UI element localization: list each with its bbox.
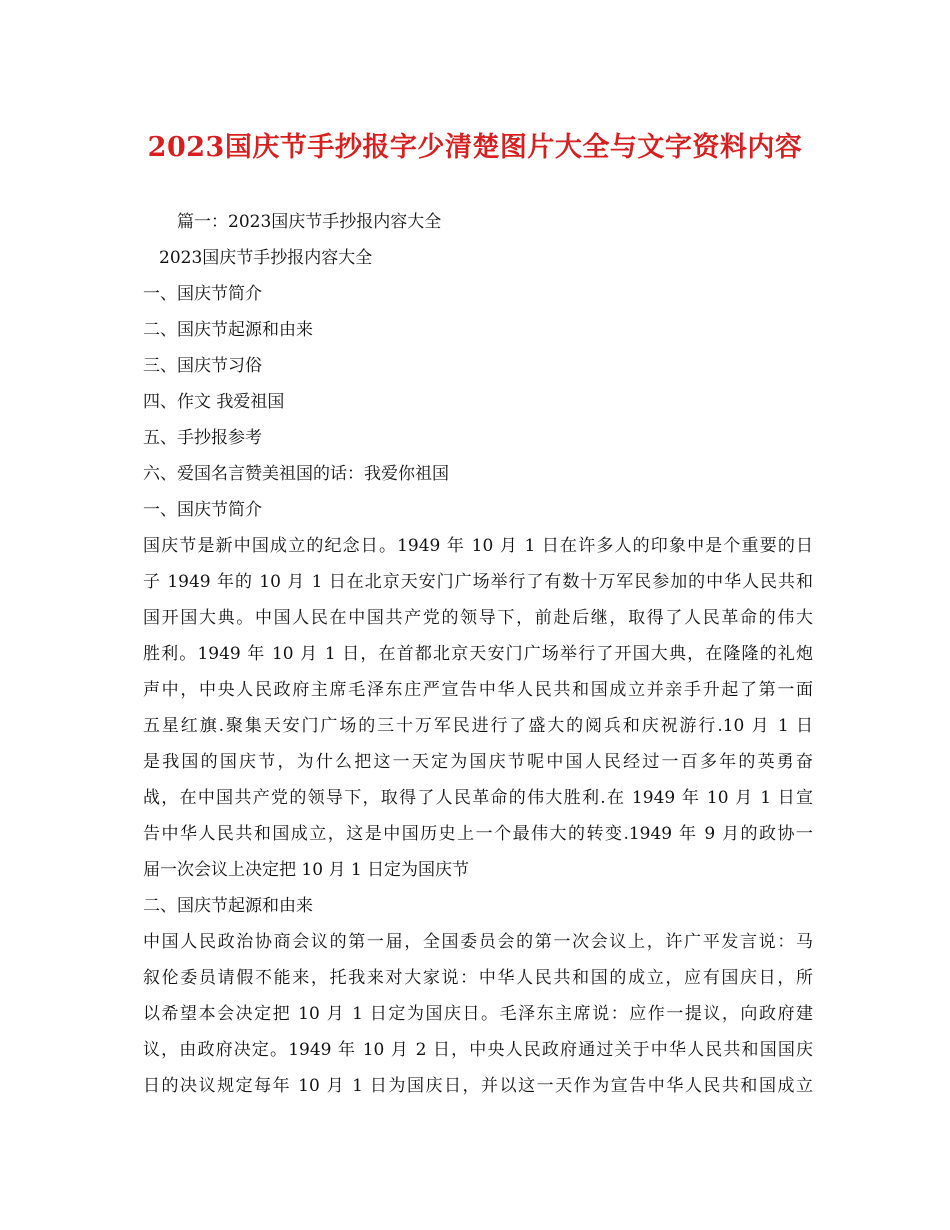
document-title: 2023国庆节手抄报字少清楚图片大全与文字资料内容 xyxy=(147,132,803,163)
paragraph-line: 胜利。1949 年 10 月 1 日，在首都北京天安门广场举行了开国大典，在隆隆的礼炮 xyxy=(143,644,813,664)
section-heading-intro: 一、国庆节简介 xyxy=(143,500,262,520)
paragraph-line: 声中，中央人民政府主席毛泽东庄严宣告中华人民共和国成立并亲手升起了第一面 xyxy=(143,680,813,700)
paragraph-line: 子 1949 年的 10 月 1 日在北京天安门广场举行了有数十万军民参加的中华人民共和 xyxy=(143,572,813,592)
paragraph-line: 以希望本会决定把 10 月 1 日定为国庆日。毛泽东主席说：应作一提议，向政府建 xyxy=(143,1004,813,1024)
section-heading-origin: 二、国庆节起源和由来 xyxy=(143,896,313,916)
toc-item: 二、国庆节起源和由来 xyxy=(143,320,313,340)
paragraph-line: 五星红旗.聚集天安门广场的三十万军民进行了盛大的阅兵和庆祝游行.10 月 1 日 xyxy=(143,716,813,736)
section-origin-paragraph xyxy=(143,924,813,1104)
toc-item: 一、国庆节简介 xyxy=(143,284,262,304)
section-intro-paragraph xyxy=(143,528,813,888)
paragraph-line: 战，在中国共产党的领导下，取得了人民革命的伟大胜利.在 1949 年 10 月 1 日宣 xyxy=(143,788,813,808)
toc-item: 六、爱国名言赞美祖国的话：我爱你祖国 xyxy=(143,464,449,484)
table-of-contents xyxy=(143,276,813,492)
toc-item: 四、作文 我爱祖国 xyxy=(143,392,285,412)
paragraph-line: 国庆节是新中国成立的纪念日。1949 年 10 月 1 日在许多人的印象中是个重要的日 xyxy=(143,536,813,556)
paragraph-line: 届一次会议上决定把 10 月 1 日定为国庆节 xyxy=(143,860,470,880)
paragraph-line: 日的决议规定每年 10 月 1 日为国庆日，并以这一天作为宣告中华人民共和国成立 xyxy=(143,1076,813,1096)
paragraph-line: 国开国大典。中国人民在中国共产党的领导下，前赴后继，取得了人民革命的伟大 xyxy=(143,608,813,628)
paragraph-line: 中国人民政治协商会议的第一届，全国委员会的第一次会议上，许广平发言说：马 xyxy=(143,932,813,952)
paragraph-line: 叙伦委员请假不能来，托我来对大家说：中华人民共和国的成立，应有国庆日，所 xyxy=(143,968,813,988)
sub-heading: 2023国庆节手抄报内容大全 xyxy=(159,248,373,268)
document-body xyxy=(143,204,813,1104)
toc-item: 五、手抄报参考 xyxy=(143,428,262,448)
paragraph-line: 议，由政府决定。1949 年 10 月 2 日，中央人民政府通过关于中华人民共和国国庆 xyxy=(143,1040,813,1060)
toc-item: 三、国庆节习俗 xyxy=(143,356,262,376)
chapter-heading: 篇一：2023国庆节手抄报内容大全 xyxy=(177,212,442,232)
paragraph-line: 告中华人民共和国成立，这是中国历史上一个最伟大的转变.1949 年 9 月的政协一 xyxy=(143,824,813,844)
paragraph-line: 是我国的国庆节，为什么把这一天定为国庆节呢中国人民经过一百多年的英勇奋 xyxy=(143,752,813,772)
